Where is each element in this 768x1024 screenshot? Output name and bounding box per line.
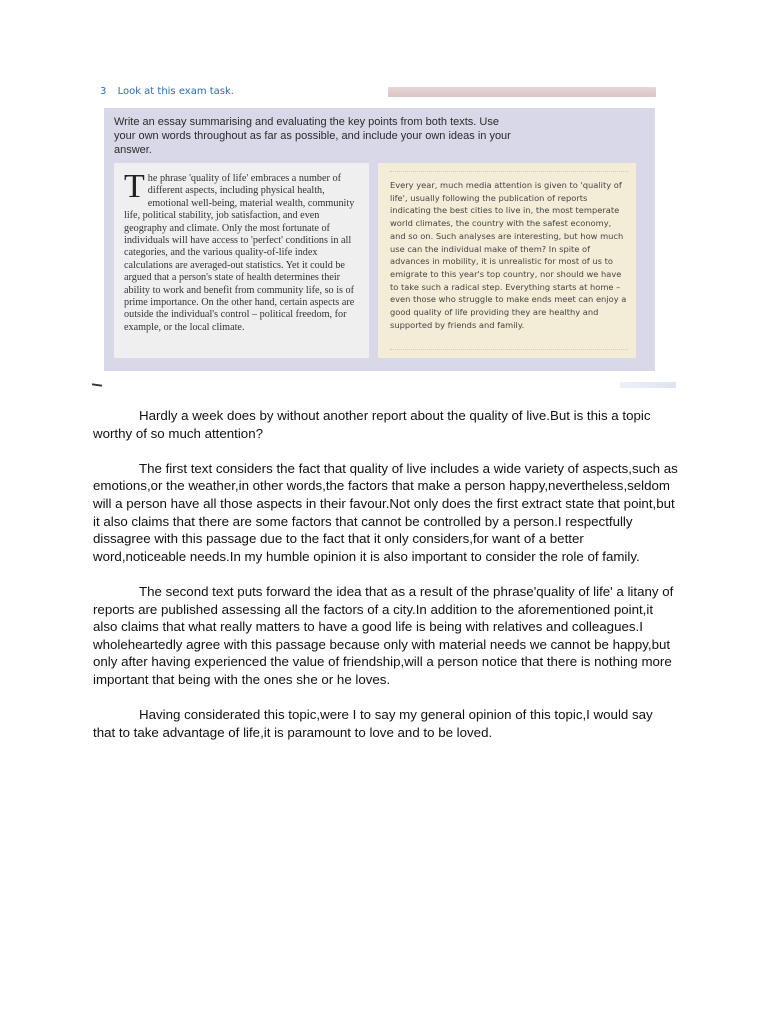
essay-paragraph: The second text puts forward the idea that as a result of the phrase'quality of life' a litany of reports are published assessing all the factors of a city.In addition to the aforementioned point,it also claims that what really matters to have a good life is being with relatives and colleagues.I wholeheartedly agree with this passage because only with material needs we cannot be happy,but only after having experienced the value of friendship,will a person notice that there is nothing more important that being with the ones she or he loves. bbox=[93, 583, 674, 687]
task-panel bbox=[104, 108, 655, 371]
text-right-body: Every year, much media attention is given to 'quality of life', usually following the publication of reports indicating the best cities to live in, the most temperate world climates, the country with the safest economy, and so on. Such analyses are interesting, but how much use can the individual make of them? In spite of advances in mobility, it is unrealistic for most of us to emigrate to this year's top country, nor should we have to take such a radical step. Everything starts at home – even those who struggle to make ends meet can enjoy a good quality of life providing they are healthy and supported by friends and family. bbox=[390, 180, 627, 330]
stray-mark bbox=[92, 383, 102, 386]
dotted-divider bbox=[390, 349, 628, 350]
text-box-left bbox=[114, 163, 369, 358]
text-box-right bbox=[378, 163, 636, 358]
task-instructions: Write an essay summarising and evaluating the key points from both texts. Use your own words throughout as far as possible, and include your own ideas in your answer. bbox=[114, 116, 511, 156]
essay-paragraph: Having considerated this topic,were I to say my general opinion of this topic,I would say that to take advantage of life,it is paramount to love and to be loved. bbox=[93, 707, 653, 740]
stray-bar bbox=[620, 382, 676, 388]
task-header bbox=[100, 86, 234, 97]
essay-body bbox=[93, 407, 678, 759]
header-decoration-bar bbox=[388, 87, 656, 97]
task-number: 3 bbox=[100, 86, 107, 97]
text-left-body: he phrase 'quality of life' embraces a number of different aspects, including physical health, emotional well-being, material wealth, community life, political stability, job satisfaction, and even geography and climate. Only the most fortunate of individuals will have access to 'perfect' conditions in all categories, and the various quality-of-life index calculations are averaged-out statistics. Yet it could be argued that a person's state of health determines their ability to work and benefit from community life, so is of prime importance. On the other hand, certain aspects are outside the individual's control – political freedom, for example, or the local climate. bbox=[124, 173, 355, 333]
dropcap: T bbox=[124, 168, 145, 205]
dotted-divider bbox=[390, 171, 628, 172]
task-title: Look at this exam task. bbox=[117, 86, 234, 97]
essay-paragraph: The first text considers the fact that quality of live includes a wide variety of aspects,such as emotions,or the weather,in other words,the factors that make a person happy,nevertheless,seldom will a person have all those aspects in their favour.Not only does the first extract state that point,but it also claims that there are some factors that cannot be controlled by a person.I respectfully dissagree with this passage due to the fact that it only considers,for want of a better word,noticeable needs.In my humble opinion it is also important to consider the role of family. bbox=[93, 460, 678, 564]
essay-paragraph: Hardly a week does by without another report about the quality of live.But is this a topic worthy of so much attention? bbox=[93, 408, 651, 441]
